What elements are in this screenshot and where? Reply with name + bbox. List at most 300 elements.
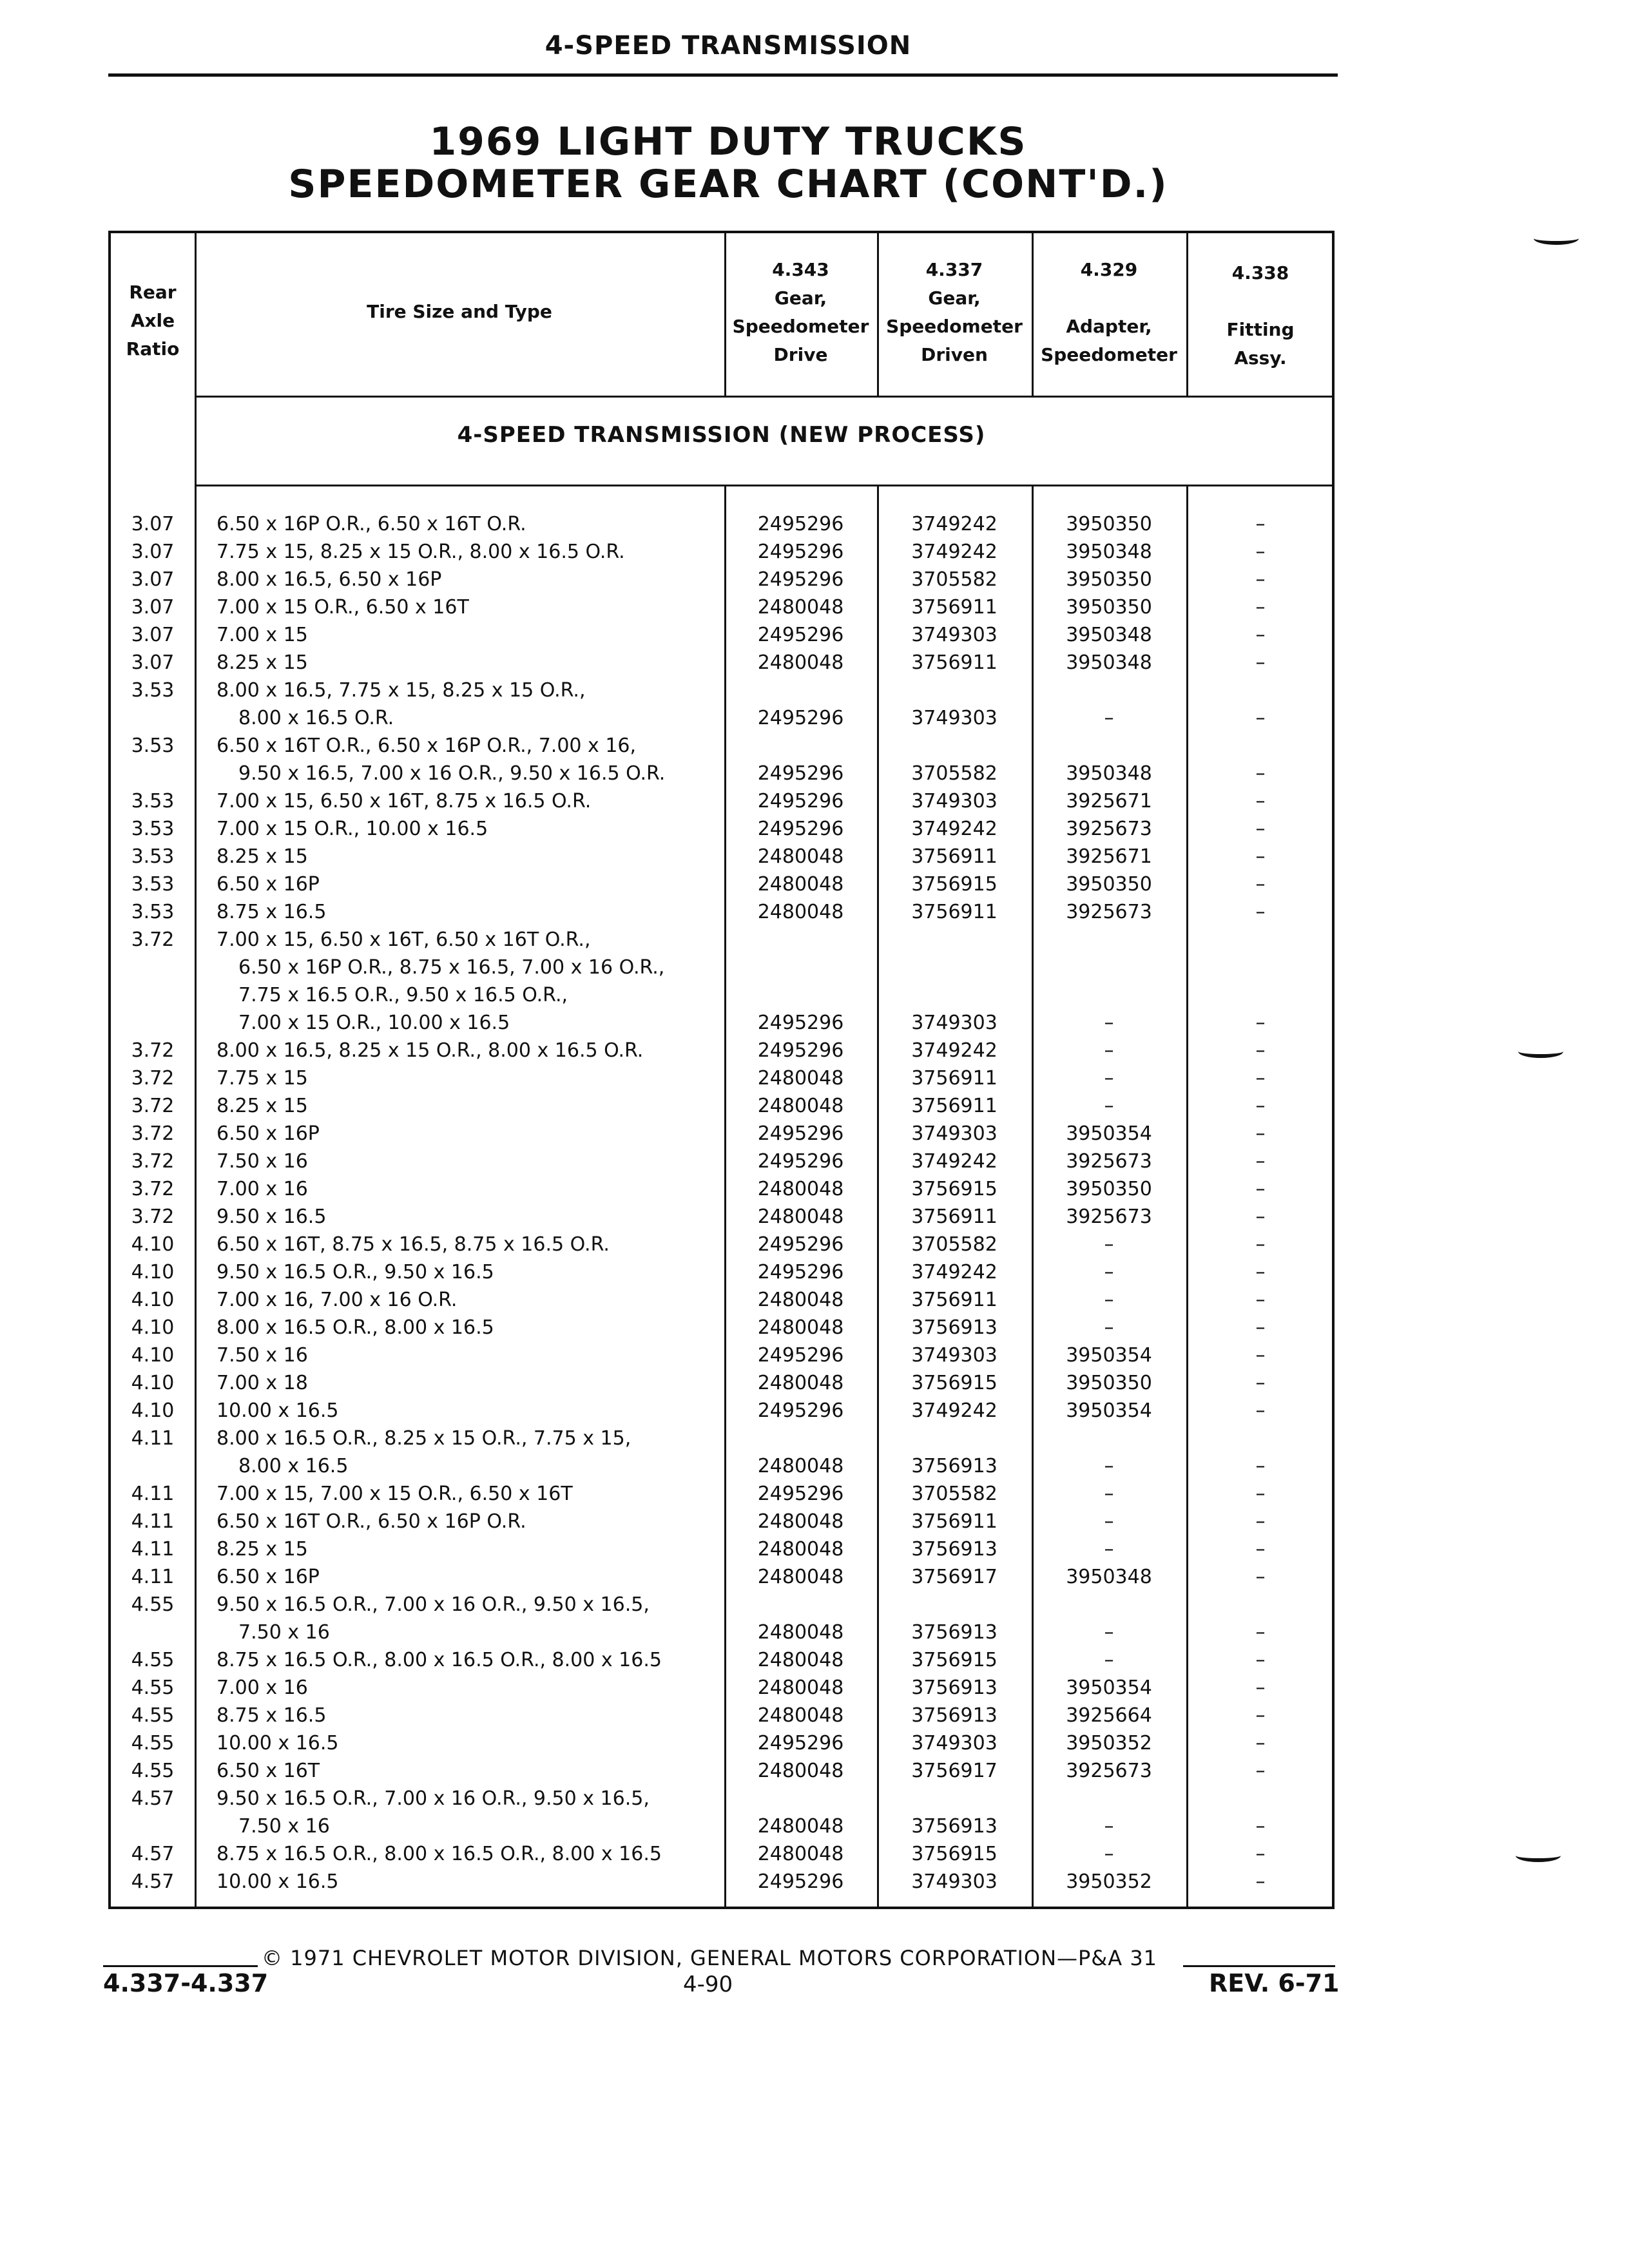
col-header-driven-line: Driven <box>921 344 988 365</box>
table-row <box>111 566 1332 593</box>
cell-driven-gear: 3756915 <box>911 873 998 896</box>
cell-adapter: 3950354 <box>1066 1344 1152 1367</box>
table-row <box>111 1286 1332 1314</box>
cell-tire-size <box>195 1840 724 1868</box>
cell-driven-gear: 3749303 <box>911 707 998 729</box>
cell-drive-gear: 2495296 <box>757 1233 844 1256</box>
cell-fitting: – <box>1255 1815 1266 1838</box>
cell-axle-ratio: 4.11 <box>131 1427 175 1450</box>
cell-tire-size <box>195 1175 724 1203</box>
scan-margin-mark <box>1516 1849 1561 1862</box>
tire-size-line: 8.75 x 16.5 <box>217 901 327 923</box>
cell-fitting: – <box>1255 1483 1266 1505</box>
cell-driven-gear: 3705582 <box>911 568 998 591</box>
table-row <box>111 1397 1332 1425</box>
cell-tire-size <box>195 510 724 538</box>
cell-tire-size <box>195 1591 724 1646</box>
tire-size-line: 7.00 x 15 O.R., 6.50 x 16T <box>217 596 469 619</box>
cell-axle-ratio: 3.53 <box>131 735 175 757</box>
cell-driven-gear: 3756911 <box>911 845 998 868</box>
cell-adapter: 3925673 <box>1066 1150 1152 1173</box>
table-row <box>111 1064 1332 1092</box>
tire-size-line: 7.00 x 18 <box>217 1372 308 1394</box>
tire-size-line: 6.50 x 16P <box>217 873 320 896</box>
cell-fitting: – <box>1255 901 1266 923</box>
cell-adapter: – <box>1104 1510 1114 1533</box>
cell-fitting: – <box>1255 1843 1266 1865</box>
cell-fitting: – <box>1255 1649 1266 1671</box>
cell-driven-gear: 3749303 <box>911 1012 998 1034</box>
cell-fitting: – <box>1255 1289 1266 1311</box>
cell-driven-gear: 3749242 <box>911 1150 998 1173</box>
cell-driven-gear: 3749242 <box>911 541 998 563</box>
cell-tire-size <box>195 926 724 1037</box>
cell-fitting: – <box>1255 1510 1266 1533</box>
cell-drive-gear: 2495296 <box>757 1870 844 1893</box>
cell-adapter: 3950354 <box>1066 1122 1152 1145</box>
col-header-drive <box>724 256 877 369</box>
cell-driven-gear: 3749303 <box>911 624 998 646</box>
cell-driven-gear: 3756911 <box>911 1289 998 1311</box>
cell-driven-gear: 3756913 <box>911 1704 998 1727</box>
cell-tire-size <box>195 843 724 870</box>
page-title-line-2: SPEEDOMETER GEAR CHART (CONT'D.) <box>288 162 1168 207</box>
tire-size-line: 7.00 x 15, 6.50 x 16T, 8.75 x 16.5 O.R. <box>217 790 592 812</box>
table-row <box>111 1037 1332 1064</box>
cell-adapter: – <box>1104 1095 1114 1117</box>
table-row <box>111 787 1332 815</box>
cell-axle-ratio: 4.10 <box>131 1233 175 1256</box>
table-row <box>111 1175 1332 1203</box>
table-row <box>111 1369 1332 1397</box>
cell-driven-gear: 3756911 <box>911 1510 998 1533</box>
cell-adapter: 3925673 <box>1066 1760 1152 1782</box>
cell-driven-gear: 3749303 <box>911 1870 998 1893</box>
table-row <box>111 1341 1332 1369</box>
cell-drive-gear: 2480048 <box>757 1316 844 1339</box>
cell-driven-gear: 3756911 <box>911 1095 998 1117</box>
tire-size-line: 8.75 x 16.5 <box>217 1704 327 1727</box>
col-header-fitting-line: 4.338 <box>1231 262 1289 284</box>
cell-drive-gear: 2495296 <box>757 1012 844 1034</box>
cell-tire-size <box>195 1674 724 1702</box>
cell-tire-size <box>195 815 724 843</box>
cell-drive-gear: 2480048 <box>757 845 844 868</box>
scan-margin-mark <box>1518 1045 1563 1058</box>
tire-size-line: 7.00 x 16 <box>217 1178 308 1200</box>
cell-adapter: – <box>1104 1815 1114 1838</box>
cell-adapter: 3950348 <box>1066 541 1152 563</box>
col-header-fitting-line: Fitting <box>1226 319 1295 340</box>
cell-fitting: – <box>1255 1538 1266 1561</box>
cell-axle-ratio: 3.07 <box>131 651 175 674</box>
table-row <box>111 1148 1332 1175</box>
cell-axle-ratio: 4.10 <box>131 1344 175 1367</box>
cell-fitting: – <box>1255 762 1266 785</box>
cell-tire-size <box>195 1037 724 1064</box>
cell-fitting: – <box>1255 1704 1266 1727</box>
cell-drive-gear: 2495296 <box>757 1483 844 1505</box>
table-row <box>111 1231 1332 1258</box>
cell-driven-gear: 3705582 <box>911 1233 998 1256</box>
cell-tire-size <box>195 1563 724 1591</box>
table-row <box>111 677 1332 732</box>
cell-axle-ratio: 3.72 <box>131 1067 175 1090</box>
tire-size-line: 6.50 x 16P <box>217 1122 320 1145</box>
cell-driven-gear: 3749303 <box>911 1732 998 1754</box>
cell-driven-gear: 3756915 <box>911 1372 998 1394</box>
table-row <box>111 898 1332 926</box>
cell-driven-gear: 3756915 <box>911 1649 998 1671</box>
tire-size-line: 6.50 x 16T <box>217 1760 320 1782</box>
cell-tire-size <box>195 1646 724 1674</box>
cell-fitting: – <box>1255 1399 1266 1422</box>
cell-driven-gear: 3756917 <box>911 1566 998 1588</box>
table-row <box>111 1840 1332 1868</box>
cell-adapter: 3950354 <box>1066 1399 1152 1422</box>
table-row <box>111 1646 1332 1674</box>
table-row <box>111 1258 1332 1286</box>
table-row <box>111 732 1332 787</box>
cell-adapter: 3950354 <box>1066 1677 1152 1699</box>
cell-axle-ratio: 4.55 <box>131 1760 175 1782</box>
cell-drive-gear: 2495296 <box>757 1732 844 1754</box>
cell-tire-size <box>195 593 724 621</box>
cell-driven-gear: 3749242 <box>911 513 998 535</box>
cell-fitting: – <box>1255 1677 1266 1699</box>
cell-tire-size <box>195 566 724 593</box>
cell-adapter: – <box>1104 1067 1114 1090</box>
tire-size-line: 7.00 x 15 O.R., 10.00 x 16.5 <box>238 1012 510 1034</box>
col-header-adapter-line: Speedometer <box>1041 344 1177 365</box>
table-row <box>111 1425 1332 1480</box>
speedometer-gear-table <box>108 231 1335 1909</box>
cell-fitting: – <box>1255 651 1266 674</box>
cell-axle-ratio: 3.53 <box>131 873 175 896</box>
col-header-drive-line: 4.343 <box>772 259 829 280</box>
cell-axle-ratio: 4.57 <box>131 1787 175 1810</box>
cell-axle-ratio: 4.55 <box>131 1649 175 1671</box>
cell-adapter: 3925673 <box>1066 818 1152 840</box>
col-header-tire: Tire Size and Type <box>367 301 552 322</box>
tire-size-line: 6.50 x 16P <box>217 1566 320 1588</box>
cell-tire-size <box>195 621 724 649</box>
cell-axle-ratio: 4.55 <box>131 1732 175 1754</box>
cell-drive-gear: 2480048 <box>757 873 844 896</box>
cell-driven-gear: 3756911 <box>911 1067 998 1090</box>
tire-size-line: 8.00 x 16.5, 8.25 x 15 O.R., 8.00 x 16.5 O.R. <box>217 1039 644 1062</box>
cell-driven-gear: 3756915 <box>911 1178 998 1200</box>
tire-size-line: 8.25 x 15 <box>217 651 308 674</box>
table-row <box>111 843 1332 870</box>
tire-size-line: 7.00 x 16 <box>217 1677 308 1699</box>
header-bottom-rule <box>111 396 1332 398</box>
cell-tire-size <box>195 1397 724 1425</box>
cell-driven-gear: 3756913 <box>911 1455 998 1477</box>
cell-fitting: – <box>1255 1012 1266 1034</box>
cell-adapter: 3925671 <box>1066 790 1152 812</box>
cell-driven-gear: 3756913 <box>911 1677 998 1699</box>
header-rule <box>108 73 1338 77</box>
tire-size-line: 8.00 x 16.5 O.R., 8.00 x 16.5 <box>217 1316 494 1339</box>
tire-size-line: 7.00 x 16, 7.00 x 16 O.R. <box>217 1289 458 1311</box>
cell-driven-gear: 3756911 <box>911 1206 998 1228</box>
footer-revision: REV. 6-71 <box>1209 1969 1340 1997</box>
page-title-line-1: 1969 LIGHT DUTY TRUCKS <box>429 119 1027 164</box>
cell-adapter: 3950352 <box>1066 1732 1152 1754</box>
footer-copyright: © 1971 CHEVROLET MOTOR DIVISION, GENERAL MOTORS CORPORATION—P&A 31 <box>262 1946 1158 1970</box>
cell-tire-size <box>195 1508 724 1535</box>
cell-adapter: – <box>1104 707 1114 729</box>
cell-fitting: – <box>1255 541 1266 563</box>
cell-axle-ratio: 3.72 <box>131 928 175 951</box>
cell-axle-ratio: 3.72 <box>131 1178 175 1200</box>
table-row <box>111 1563 1332 1591</box>
cell-drive-gear: 2495296 <box>757 541 844 563</box>
tire-size-line: 10.00 x 16.5 <box>217 1732 339 1754</box>
cell-adapter: 3950350 <box>1066 568 1152 591</box>
cell-driven-gear: 3756913 <box>911 1815 998 1838</box>
cell-adapter: 3950348 <box>1066 651 1152 674</box>
cell-fitting: – <box>1255 818 1266 840</box>
table-row <box>111 1120 1332 1148</box>
cell-drive-gear: 2480048 <box>757 1538 844 1561</box>
cell-driven-gear: 3749303 <box>911 1122 998 1145</box>
cell-drive-gear: 2495296 <box>757 1261 844 1283</box>
cell-tire-size <box>195 1702 724 1729</box>
tire-size-line: 10.00 x 16.5 <box>217 1870 339 1893</box>
tire-size-line: 7.50 x 16 <box>217 1344 308 1367</box>
tire-size-line: 8.00 x 16.5, 6.50 x 16P <box>217 568 442 591</box>
cell-axle-ratio: 3.72 <box>131 1206 175 1228</box>
table-row <box>111 1203 1332 1231</box>
cell-axle-ratio: 4.57 <box>131 1870 175 1893</box>
tire-size-line: 9.50 x 16.5 <box>217 1206 327 1228</box>
cell-fitting: – <box>1255 1206 1266 1228</box>
cell-adapter: – <box>1104 1261 1114 1283</box>
cell-driven-gear: 3756915 <box>911 1843 998 1865</box>
cell-adapter: 3925673 <box>1066 901 1152 923</box>
cell-tire-size <box>195 1148 724 1175</box>
col-header-drive-line: Drive <box>773 344 828 365</box>
col-header-ratio-line: Ratio <box>126 338 180 360</box>
cell-fitting: – <box>1255 1455 1266 1477</box>
cell-drive-gear: 2495296 <box>757 513 844 535</box>
footer-part-number: 4.337-4.337 <box>103 1969 269 1997</box>
cell-fitting: – <box>1255 790 1266 812</box>
cell-fitting: – <box>1255 1621 1266 1644</box>
cell-driven-gear: 3749242 <box>911 1399 998 1422</box>
cell-adapter: – <box>1104 1621 1114 1644</box>
cell-fitting: – <box>1255 1344 1266 1367</box>
tire-size-line: 8.00 x 16.5, 7.75 x 15, 8.25 x 15 O.R., <box>217 679 586 702</box>
tire-size-line: 6.50 x 16T, 8.75 x 16.5, 8.75 x 16.5 O.R. <box>217 1233 610 1256</box>
col-header-ratio-line: Axle <box>130 310 175 331</box>
cell-drive-gear: 2480048 <box>757 1704 844 1727</box>
cell-drive-gear: 2495296 <box>757 818 844 840</box>
cell-tire-size <box>195 1286 724 1314</box>
cell-axle-ratio: 4.10 <box>131 1372 175 1394</box>
col-header-fitting <box>1186 259 1335 372</box>
cell-drive-gear: 2495296 <box>757 1150 844 1173</box>
table-row <box>111 538 1332 566</box>
cell-tire-size <box>195 1729 724 1757</box>
table-row <box>111 1702 1332 1729</box>
table-row <box>111 1729 1332 1757</box>
col-header-adapter-line: Adapter, <box>1066 316 1152 337</box>
cell-axle-ratio: 3.53 <box>131 901 175 923</box>
table-row <box>111 815 1332 843</box>
col-header-spacer <box>1186 287 1335 316</box>
cell-adapter: 3950350 <box>1066 873 1152 896</box>
cell-driven-gear: 3756911 <box>911 596 998 619</box>
tire-size-line: 9.50 x 16.5 O.R., 7.00 x 16 O.R., 9.50 x 16.5, <box>217 1787 650 1810</box>
cell-adapter: 3950348 <box>1066 762 1152 785</box>
cell-drive-gear: 2495296 <box>757 1399 844 1422</box>
cell-axle-ratio: 3.72 <box>131 1150 175 1173</box>
tire-size-line: 6.50 x 16P O.R., 6.50 x 16T O.R. <box>217 513 526 535</box>
cell-tire-size <box>195 1092 724 1120</box>
cell-drive-gear: 2480048 <box>757 1095 844 1117</box>
footer-rule <box>1183 1965 1335 1967</box>
cell-axle-ratio: 3.53 <box>131 790 175 812</box>
table-row <box>111 1092 1332 1120</box>
cell-axle-ratio: 3.07 <box>131 513 175 535</box>
table-row <box>111 1480 1332 1508</box>
table-row <box>111 1591 1332 1646</box>
cell-tire-size <box>195 1785 724 1840</box>
cell-drive-gear: 2480048 <box>757 901 844 923</box>
col-header-driven <box>877 256 1032 369</box>
cell-axle-ratio: 3.07 <box>131 596 175 619</box>
table-row <box>111 926 1332 1037</box>
table-row <box>111 1674 1332 1702</box>
cell-drive-gear: 2495296 <box>757 1344 844 1367</box>
cell-fitting: – <box>1255 513 1266 535</box>
cell-axle-ratio: 3.53 <box>131 845 175 868</box>
cell-driven-gear: 3749303 <box>911 790 998 812</box>
tire-size-line: 7.75 x 15, 8.25 x 15 O.R., 8.00 x 16.5 O.R. <box>217 541 625 563</box>
cell-driven-gear: 3705582 <box>911 762 998 785</box>
cell-tire-size <box>195 1203 724 1231</box>
cell-axle-ratio: 4.55 <box>131 1677 175 1699</box>
cell-fitting: – <box>1255 1150 1266 1173</box>
cell-adapter: – <box>1104 1233 1114 1256</box>
table-row <box>111 870 1332 898</box>
cell-adapter: 3925664 <box>1066 1704 1152 1727</box>
cell-fitting: – <box>1255 568 1266 591</box>
table-row <box>111 649 1332 677</box>
cell-drive-gear: 2495296 <box>757 762 844 785</box>
cell-drive-gear: 2480048 <box>757 1372 844 1394</box>
cell-axle-ratio: 4.10 <box>131 1261 175 1283</box>
cell-axle-ratio: 3.72 <box>131 1095 175 1117</box>
tire-size-line: 10.00 x 16.5 <box>217 1399 339 1422</box>
cell-tire-size <box>195 649 724 677</box>
col-header-driven-line: Speedometer <box>886 316 1023 337</box>
cell-fitting: – <box>1255 707 1266 729</box>
cell-adapter: 3950352 <box>1066 1870 1152 1893</box>
cell-driven-gear: 3749242 <box>911 1039 998 1062</box>
cell-tire-size <box>195 1258 724 1286</box>
table-row <box>111 1757 1332 1785</box>
table-row <box>111 1785 1332 1840</box>
cell-drive-gear: 2480048 <box>757 1760 844 1782</box>
cell-drive-gear: 2480048 <box>757 1067 844 1090</box>
cell-axle-ratio: 4.55 <box>131 1593 175 1616</box>
cell-axle-ratio: 3.07 <box>131 624 175 646</box>
cell-adapter: 3950350 <box>1066 1178 1152 1200</box>
cell-drive-gear: 2480048 <box>757 1455 844 1477</box>
cell-adapter: – <box>1104 1483 1114 1505</box>
cell-adapter: 3950350 <box>1066 513 1152 535</box>
cell-fitting: – <box>1255 1870 1266 1893</box>
cell-adapter: – <box>1104 1538 1114 1561</box>
cell-fitting: – <box>1255 1372 1266 1394</box>
cell-driven-gear: 3756913 <box>911 1316 998 1339</box>
cell-tire-size <box>195 1120 724 1148</box>
cell-fitting: – <box>1255 873 1266 896</box>
cell-drive-gear: 2480048 <box>757 1621 844 1644</box>
scan-margin-mark <box>1534 232 1579 245</box>
tire-size-line: 7.75 x 15 <box>217 1067 308 1090</box>
cell-drive-gear: 2480048 <box>757 1178 844 1200</box>
cell-fitting: – <box>1255 845 1266 868</box>
cell-adapter: – <box>1104 1012 1114 1034</box>
col-header-adapter <box>1032 256 1186 369</box>
cell-driven-gear: 3756911 <box>911 901 998 923</box>
cell-driven-gear: 3749242 <box>911 818 998 840</box>
cell-tire-size <box>195 1064 724 1092</box>
cell-fitting: – <box>1255 596 1266 619</box>
tire-size-line: 9.50 x 16.5 O.R., 7.00 x 16 O.R., 9.50 x 16.5, <box>217 1593 650 1616</box>
cell-fitting: – <box>1255 1316 1266 1339</box>
cell-axle-ratio: 4.11 <box>131 1538 175 1561</box>
col-header-ratio-line: Rear <box>129 282 177 303</box>
cell-drive-gear: 2480048 <box>757 1677 844 1699</box>
tire-size-line: 9.50 x 16.5 O.R., 9.50 x 16.5 <box>217 1261 494 1283</box>
cell-tire-size <box>195 787 724 815</box>
cell-adapter: – <box>1104 1649 1114 1671</box>
cell-driven-gear: 3749303 <box>911 1344 998 1367</box>
cell-fitting: – <box>1255 1122 1266 1145</box>
tire-size-line: 7.00 x 15, 6.50 x 16T, 6.50 x 16T O.R., <box>217 928 591 951</box>
table-row <box>111 1314 1332 1341</box>
cell-driven-gear: 3705582 <box>911 1483 998 1505</box>
cell-tire-size <box>195 1480 724 1508</box>
tire-size-line: 7.00 x 15, 7.00 x 15 O.R., 6.50 x 16T <box>217 1483 573 1505</box>
cell-adapter: 3950350 <box>1066 596 1152 619</box>
tire-size-line: 6.50 x 16P O.R., 8.75 x 16.5, 7.00 x 16 O.R., <box>238 956 665 979</box>
cell-axle-ratio: 4.10 <box>131 1399 175 1422</box>
table-row <box>111 510 1332 538</box>
cell-driven-gear: 3756911 <box>911 651 998 674</box>
tire-size-line: 8.00 x 16.5 O.R. <box>238 707 394 729</box>
cell-fitting: – <box>1255 1233 1266 1256</box>
cell-axle-ratio: 3.53 <box>131 679 175 702</box>
cell-tire-size <box>195 898 724 926</box>
cell-driven-gear: 3756913 <box>911 1538 998 1561</box>
cell-adapter: 3950350 <box>1066 1372 1152 1394</box>
cell-axle-ratio: 4.11 <box>131 1510 175 1533</box>
cell-adapter: 3950348 <box>1066 624 1152 646</box>
tire-size-line: 7.50 x 16 <box>217 1150 308 1173</box>
table-row <box>111 621 1332 649</box>
cell-axle-ratio: 4.10 <box>131 1289 175 1311</box>
footer-rule <box>103 1965 258 1967</box>
cell-axle-ratio: 3.53 <box>131 818 175 840</box>
tire-size-line: 8.25 x 15 <box>217 1538 308 1561</box>
